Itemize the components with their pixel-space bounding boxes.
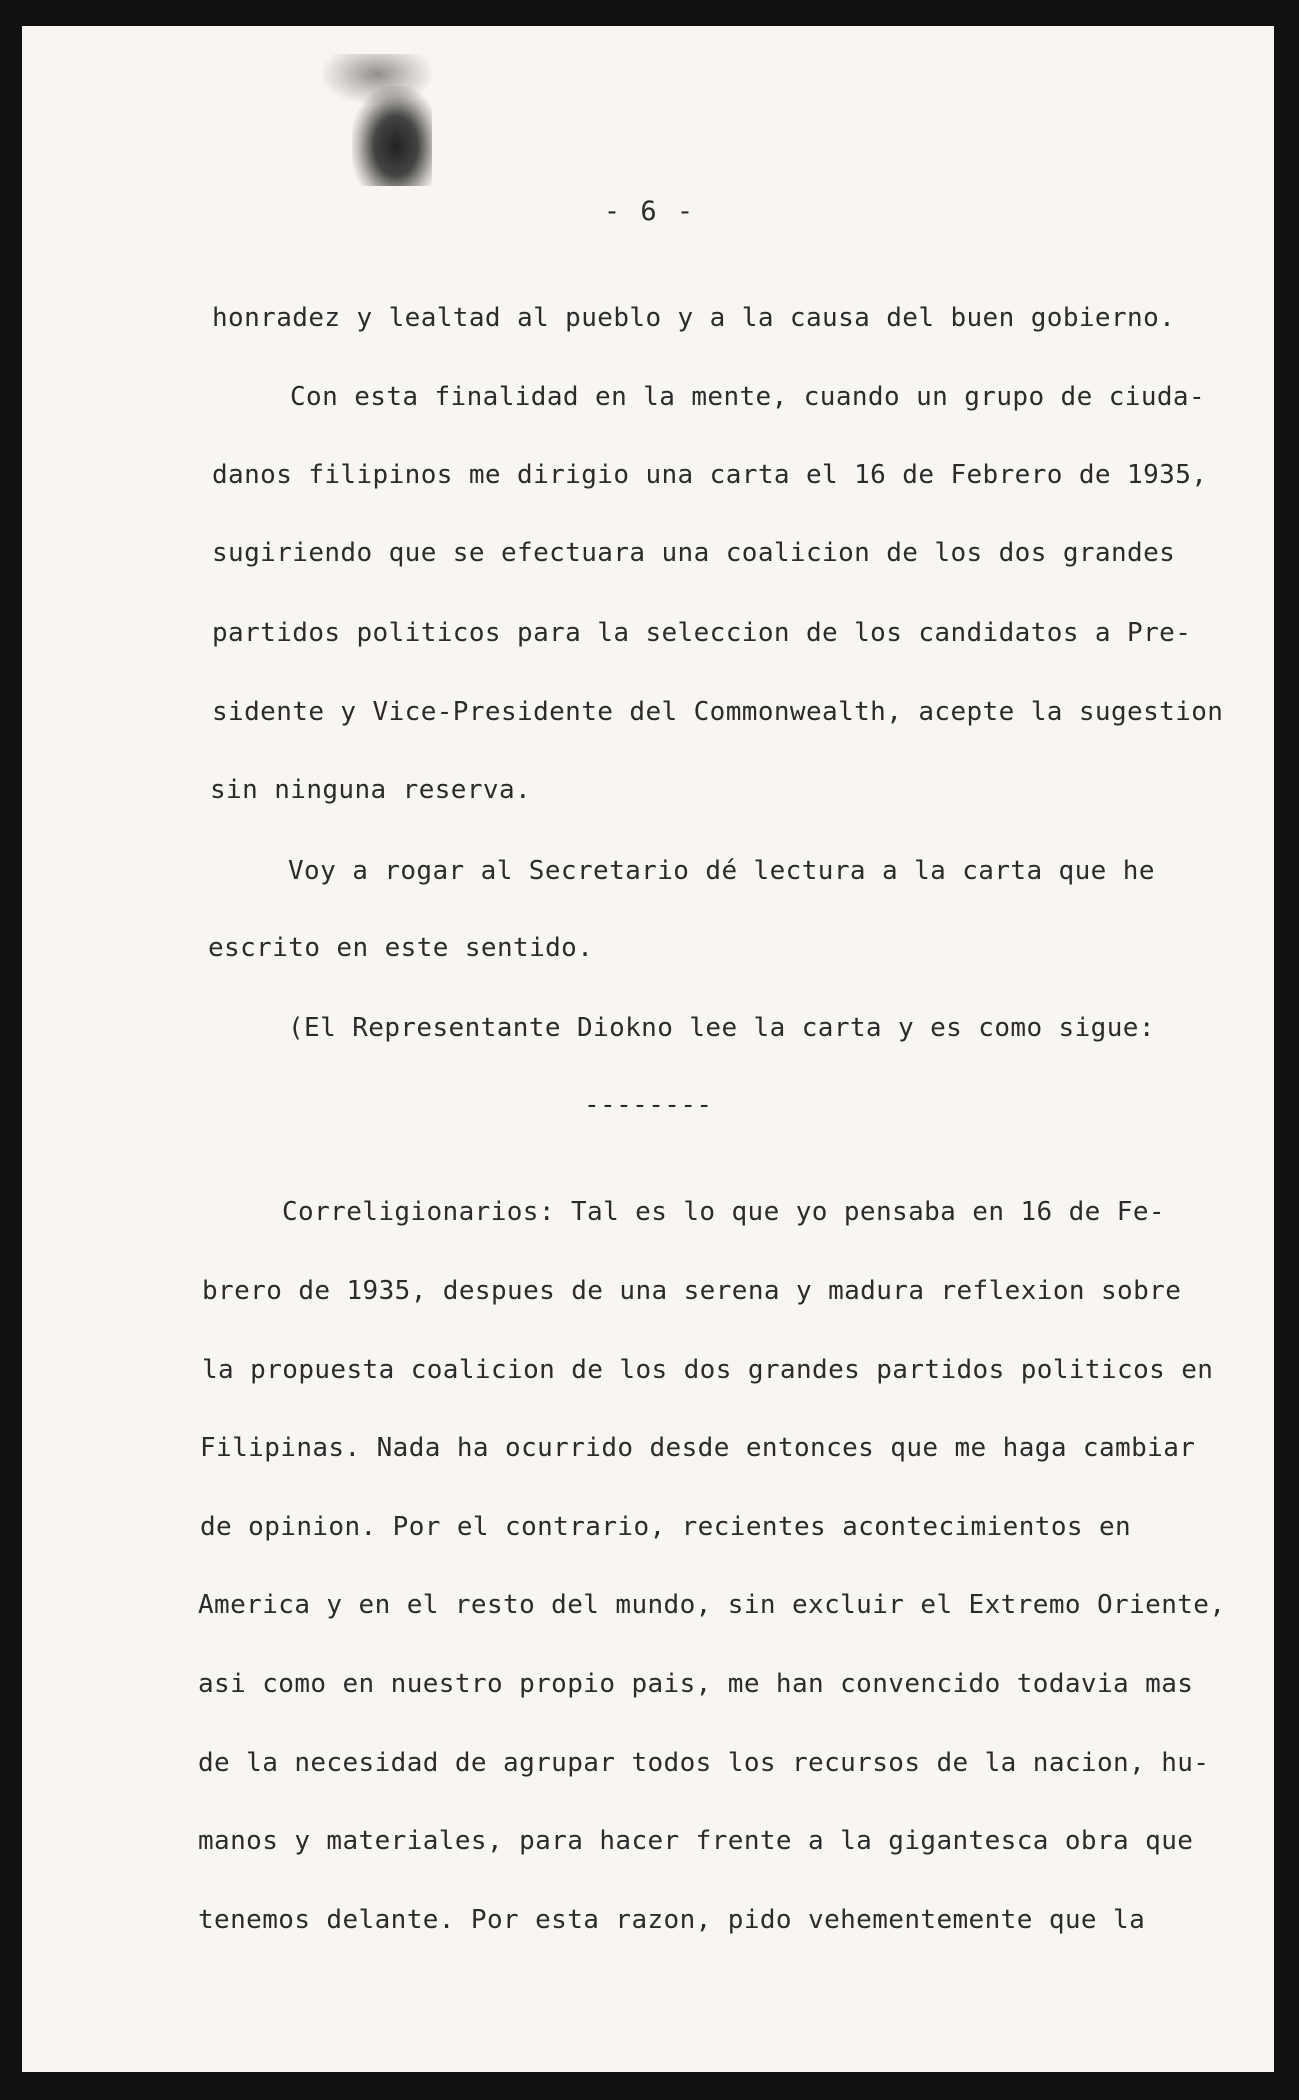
text-line: de opinion. Por el contrario, recientes acontecimientos en: [200, 1512, 1132, 1542]
page-number: - 6 -: [603, 196, 696, 227]
text-line: America y en el resto del mundo, sin excluir el Extremo Oriente,: [198, 1590, 1226, 1620]
text-line: manos y materiales, para hacer frente a la gigantesca obra que: [198, 1826, 1194, 1856]
text-line: (El Representante Diokno lee la carta y es como sigue:: [288, 1013, 1155, 1043]
text-line: danos filipinos me dirigio una carta el 16 de Febrero de 1935,: [212, 460, 1208, 490]
separator: --------: [584, 1090, 713, 1120]
text-line: Con esta finalidad en la mente, cuando un grupo de ciuda-: [290, 382, 1206, 412]
text-line: partidos politicos para la seleccion de los candidatos a Pre-: [212, 618, 1192, 648]
text-line: honradez y lealtad al pueblo y a la causa del buen gobierno.: [212, 303, 1176, 333]
text-line: brero de 1935, despues de una serena y madura reflexion sobre: [202, 1276, 1182, 1306]
text-line: Voy a rogar al Secretario dé lectura a la carta que he: [288, 856, 1155, 886]
text-line: tenemos delante. Por esta razon, pido vehementemente que la: [198, 1905, 1146, 1935]
text-line: Filipinas. Nada ha ocurrido desde entonces que me haga cambiar: [200, 1433, 1196, 1463]
ink-blot: [352, 86, 432, 186]
text-line: la propuesta coalicion de los dos grandes partidos politicos en: [202, 1355, 1214, 1385]
text-line: sin ninguna reserva.: [210, 775, 532, 805]
text-line: sugiriendo que se efectuara una coalicion de los dos grandes: [212, 538, 1176, 568]
text-line: Correligionarios: Tal es lo que yo pensaba en 16 de Fe-: [282, 1197, 1165, 1227]
text-line: escrito en este sentido.: [208, 933, 594, 963]
text-line: de la necesidad de agrupar todos los recursos de la nacion, hu-: [198, 1748, 1210, 1778]
text-line: asi como en nuestro propio pais, me han convencido todavia mas: [198, 1669, 1194, 1699]
text-line: sidente y Vice-Presidente del Commonwealth, acepte la sugestion: [212, 697, 1224, 727]
